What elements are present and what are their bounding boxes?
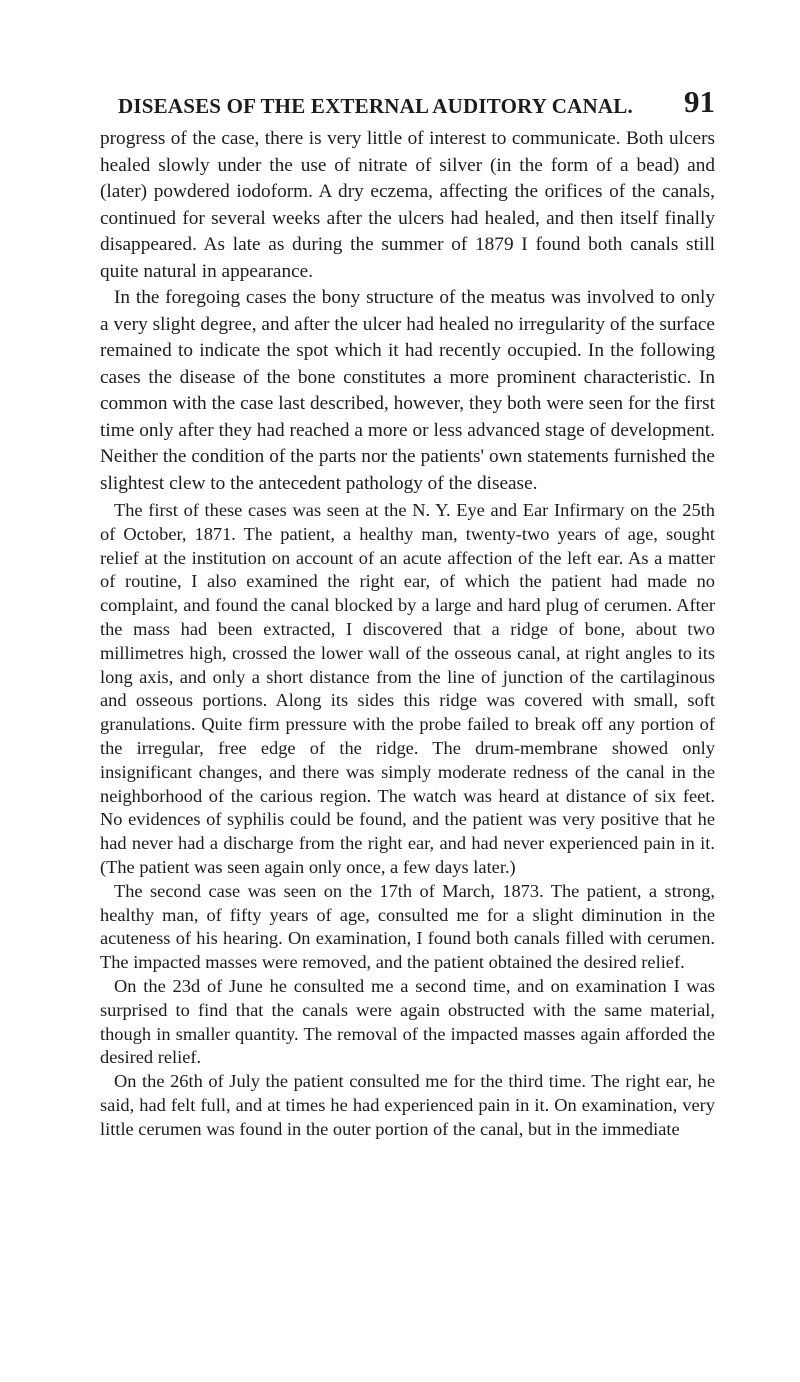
text-block-lower: [100, 499, 715, 1142]
paragraph: On the 23d of June he consulted me a second time, and on examination I was surprised to find that the canals were again obstructed with the same material, though in smaller quantity. The removal of the impacted masses again afforded the desired relief.: [100, 975, 715, 1068]
running-title: DISEASES OF THE EXTERNAL AUDITORY CANAL.: [118, 94, 633, 118]
paragraph: The first of these cases was seen at the N. Y. Eye and Ear Infirmary on the 25th of October, 1871. The patient, a healthy man, twenty-two years of age, sought relief at the institution on account of an acute affection of the left ear. As a matter of routine, I also examined the right ear, of which the patient had made no complaint, and found the canal blocked by a large and hard plug of cerumen. After the mass had been extracted, I discovered that a ridge of bone, about two millimetres high, crossed the lower wall of the osseous canal, at right angles to its long axis, and only a short distance from the line of junction of the cartilaginous and osseous portions. Along its sides this ridge was covered with small, soft granulations. Quite firm pressure with the probe failed to break off any portion of the irregular, free edge of the ridge. The drum-membrane showed only insignificant changes, and there was simply moderate redness of the canal in the neighborhood of the carious region. The watch was heard at distance of six feet. No evidences of syphilis could be found, and the patient was very positive that he had never had a discharge from the right ear, and had never experienced pain in it. (The patient was seen again only once, a few days later.): [100, 500, 715, 877]
page-body: [100, 126, 715, 1142]
book-page: [100, 84, 715, 1142]
running-head: [100, 84, 715, 124]
page-number: 91: [684, 84, 715, 119]
paragraph: The second case was seen on the 17th of March, 1873. The patient, a strong, healthy man, of fifty years of age, consulted me for a slight diminution in the acuteness of his hearing. On examination, I found both canals filled with cerumen. The impacted masses were removed, and the patient obtained the desired relief.: [100, 880, 715, 973]
paragraph: In the foregoing cases the bony structure of the meatus was involved to only a very slight degree, and after the ulcer had healed no irregularity of the surface remained to indicate the spot which it had recently occupied. In the following cases the disease of the bone constitutes a more prominent characteristic. In common with the case last described, however, they both were seen for the first time only after they had reached a more or less advanced stage of development. Neither the condition of the parts nor the patients' own statements furnished the slightest clew to the antecedent pathology of the disease.: [100, 287, 715, 494]
paragraph: On the 26th of July the patient consulted me for the third time. The right ear, he said, had felt full, and at times he had experienced pain in it. On examination, very little cerumen was found in the outer portion of the canal, but in the immediate: [100, 1071, 715, 1139]
paragraph: progress of the case, there is very little of interest to communicate. Both ulcers healed slowly under the use of nitrate of silver (in the form of a bead) and (later) powdered iodoform. A dry eczema, affecting the orifices of the canals, continued for several weeks after the ulcers had healed, and then itself finally disappeared. As late as during the summer of 1879 I found both canals still quite natural in appearance.: [100, 128, 715, 282]
text-block-upper: [100, 126, 715, 497]
